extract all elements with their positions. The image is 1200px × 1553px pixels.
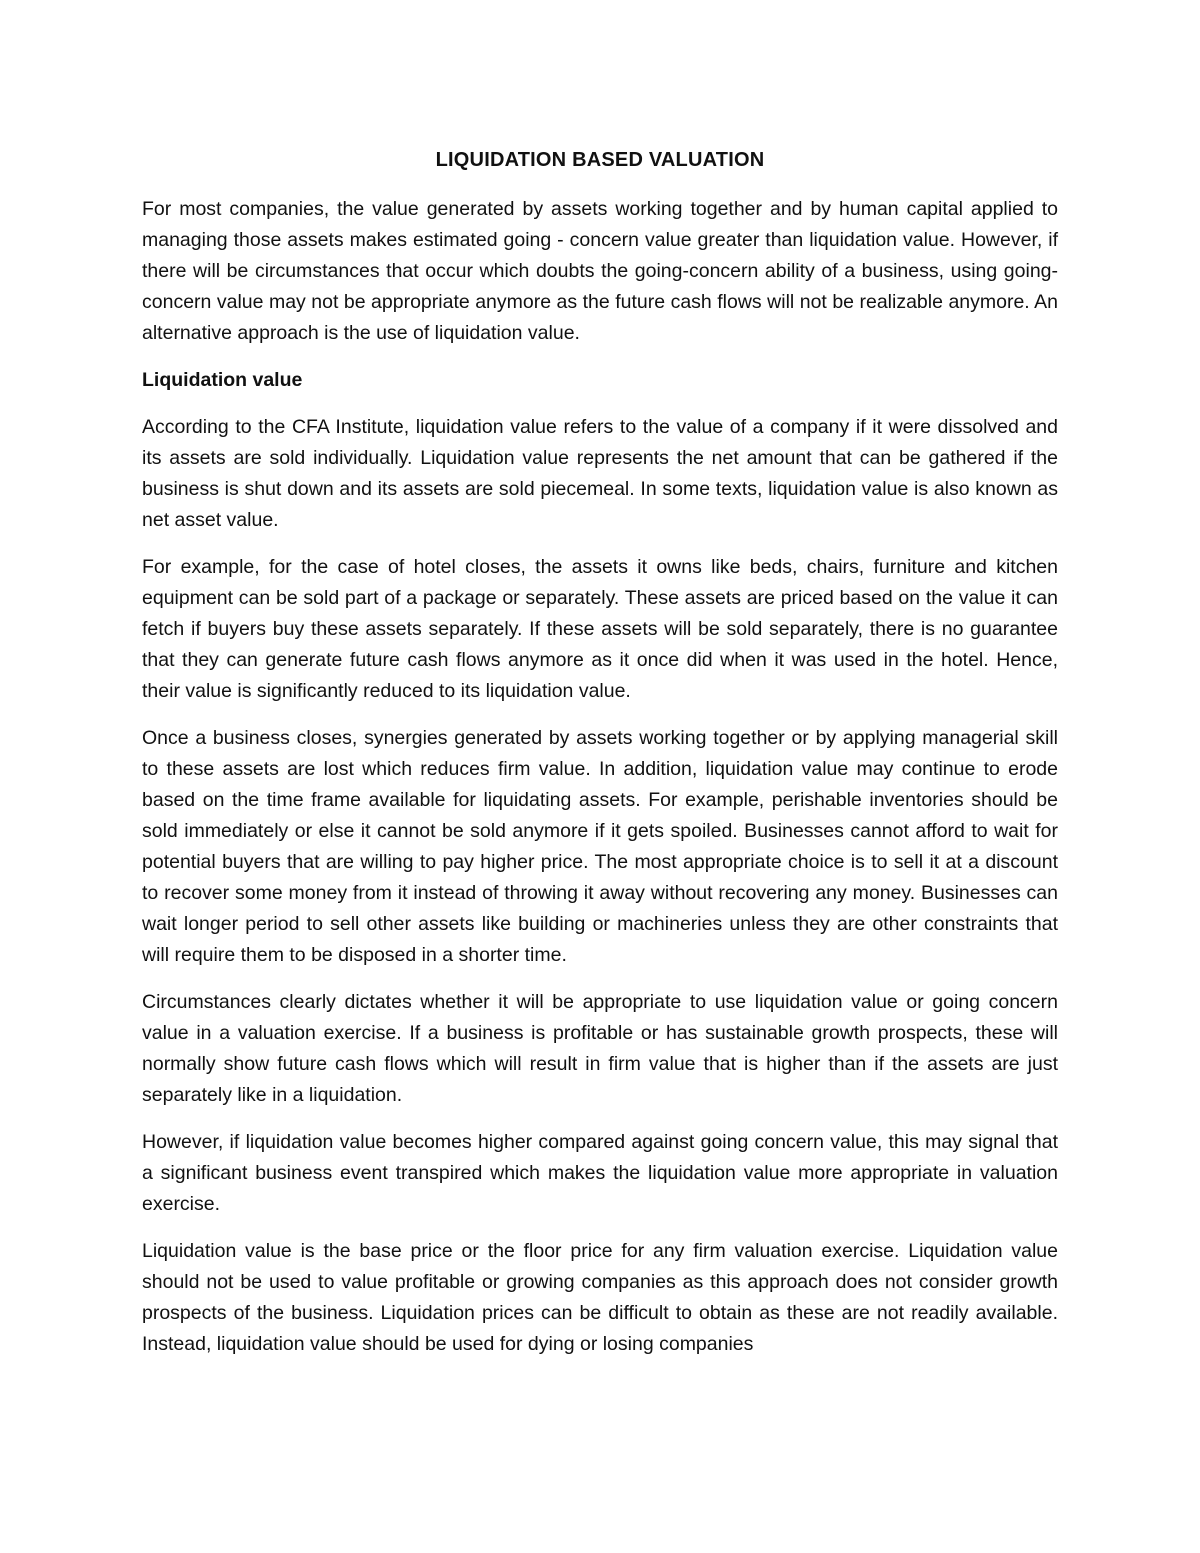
paragraph-hotel-example: For example, for the case of hotel closes, the assets it owns like beds, chairs, furniture and kitchen equipment can be sold part of a package or separately. These assets are priced based on the value it can fetch if buyers buy these assets separately. If these assets will be sold separately, there is no guarantee that they can generate future cash flows anymore as it once did when it was used in the hotel. Hence, their value is significantly reduced to its liquidation value.	[142, 556, 1058, 702]
page-title: LIQUIDATION BASED VALUATION	[435, 149, 765, 171]
paragraph-circumstances: Circumstances clearly dictates whether it will be appropriate to use liquidation value or going concern value in a valuation exercise. If a business is profitable or has sustainable growth prospects, these will normally show future cash flows which will result in firm value that is higher than if the assets are just separately like in a liquidation.	[142, 991, 1058, 1106]
section-heading: Liquidation value	[142, 369, 303, 391]
document-body	[142, 146, 1058, 1376]
paragraph-synergies: Once a business closes, synergies generated by assets working together or by applying managerial skill to these assets are lost which reduces firm value. In addition, liquidation value may continue to erode based on the time frame available for liquidating assets. For example, perishable inventories should be sold immediately or else it cannot be sold anymore if it gets spoiled. Businesses cannot afford to wait for potential buyers that are willing to pay higher price. The most appropriate choice is to sell it at a discount to recover some money from it instead of throwing it away without recovering any money. Businesses can wait longer period to sell other assets like building or machineries unless they are other constraints that will require them to be disposed in a shorter time.	[142, 727, 1058, 966]
paragraph-floor-price: Liquidation value is the base price or the floor price for any firm valuation exercise. Liquidation value should not be used to value profitable or growing companies as this approach does not consider growth prospects of the business. Liquidation prices can be difficult to obtain as these are not readily available. Instead, liquidation value should be used for dying or losing companies	[142, 1240, 1058, 1355]
intro-paragraph: For most companies, the value generated by assets working together and by human capital applied to managing those assets makes estimated going - concern value greater than liquidation value. However, if there will be circumstances that occur which doubts the going-concern ability of a business, using going-concern value may not be appropriate anymore as the future cash flows will not be realizable anymore. An alternative approach is the use of liquidation value.	[142, 198, 1058, 344]
paragraph-however: However, if liquidation value becomes higher compared against going concern value, this may signal that a significant business event transpired which makes the liquidation value more appropriate in valuation exercise.	[142, 1131, 1058, 1215]
paragraph-definition: According to the CFA Institute, liquidation value refers to the value of a company if it were dissolved and its assets are sold individually. Liquidation value represents the net amount that can be gathered if the business is shut down and its assets are sold piecemeal. In some texts, liquidation value is also known as net asset value.	[142, 416, 1058, 531]
